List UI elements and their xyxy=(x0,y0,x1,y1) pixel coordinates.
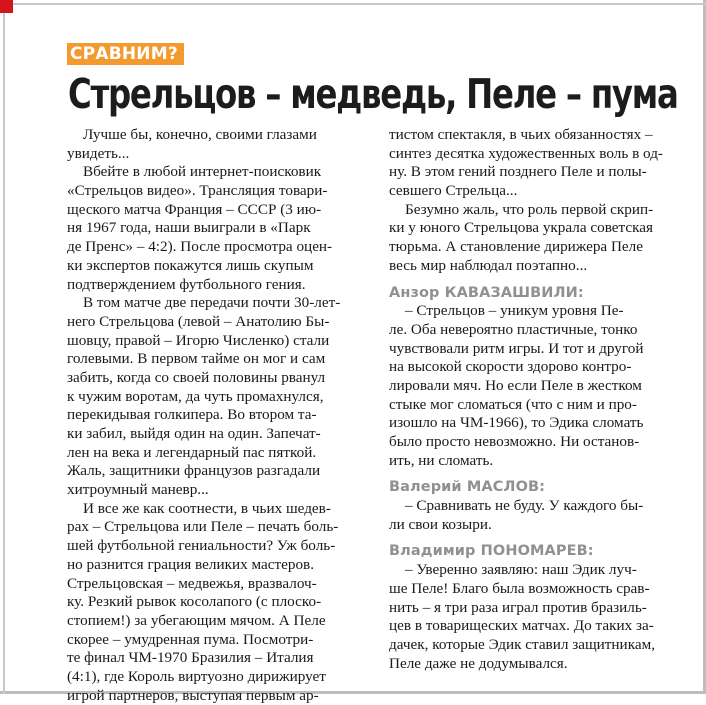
text-line: подтверждением футбольного гения. xyxy=(67,275,306,293)
text-line: рах – Стрельцова или Пеле – печать боль- xyxy=(67,518,339,536)
text-line: ле. Оба невероятно пластичные, тонко xyxy=(389,320,638,338)
text-line: ну. В этом гений позднего Пеле и полы- xyxy=(389,163,647,181)
text-line: забить, когда со своей половины рванул xyxy=(67,368,326,386)
text-line: хитроумный маневр... xyxy=(67,481,209,499)
text-line: ли свои козыри. xyxy=(389,515,492,533)
text-line: увидеть... xyxy=(67,144,130,162)
text-line: ку. Резкий рывок косолапого (с плоско- xyxy=(67,593,322,611)
text-line: Стрельцовская – медвежья, вразвалоч- xyxy=(67,574,317,592)
text-line: Жаль, защитники французов разгадали xyxy=(67,462,321,480)
text-line: лировали мяч. Но если Пеле в жестком xyxy=(389,376,642,394)
text-line: стыке мог сломаться (что с ним и про- xyxy=(389,395,637,413)
text-line: тюрьма. А становление дирижера Пеле xyxy=(389,238,643,256)
rubric-label: СРАВНИМ? xyxy=(67,43,184,65)
text-line: тистом спектакля, в чьих обязанностях – xyxy=(389,126,653,143)
text-line: шей футбольной гениальности? Уж боль- xyxy=(67,537,336,555)
text-line: стопием!) за убегающим мячом. А Пеле xyxy=(67,611,326,629)
text-line: ня 1967 года, наши выиграли в «Парк xyxy=(67,219,311,237)
text-line: ки забил, выйдя один на один. Запечат- xyxy=(67,425,321,442)
text-line: (4:1), где Король виртуозно дирижирует xyxy=(67,667,326,685)
text-line: игрой партнеров, выступая первым ар- xyxy=(67,686,319,704)
text-line: синтез десятка художественных воль в од- xyxy=(389,144,663,162)
text-line: ше Пеле! Благо была возможность срав- xyxy=(389,579,650,597)
right-text-column xyxy=(389,126,694,673)
text-line: шовцу, правой – Игорю Численко) стали xyxy=(67,331,330,349)
text-line: чувствовали ритм игры. И тот и другой xyxy=(389,339,644,357)
text-line: Пеле даже не додумывался. xyxy=(389,654,568,672)
left-text-column xyxy=(67,126,367,705)
text-line: к чужим воротам, да чуть промахнулся, xyxy=(67,387,324,405)
text-line: скорее – умудренная пума. Посмотри- xyxy=(67,630,314,648)
text-line: – Стрельцов – уникум уровня Пе- xyxy=(405,302,624,320)
text-line: В том матче две передачи почти 30-лет- xyxy=(83,294,341,312)
text-line: – Уверенно заявляю: наш Эдик луч- xyxy=(405,561,637,579)
quote-speaker: Владимир ПОНОМАРЕВ: xyxy=(389,543,594,560)
text-line: было просто невозможно. Ни останов- xyxy=(389,433,640,450)
text-line: дачек, которые Эдик ставил защитникам, xyxy=(389,635,655,653)
text-line: перекидывая голкипера. Во втором та- xyxy=(67,406,317,424)
text-line: те финал ЧМ-1970 Бразилия – Италия xyxy=(67,649,314,667)
text-line: лен на века и легендарный пас пяткой. xyxy=(67,443,317,461)
text-line: щеского матча Франция – СССР (3 ию- xyxy=(67,200,322,218)
text-line: на высокой скорости здорово контро- xyxy=(389,358,632,376)
quote-speaker: Анзор КАВАЗАШВИЛИ: xyxy=(389,284,584,301)
text-line: ить, ни сломать. xyxy=(389,451,494,469)
text-line: ки экспертов покажутся лишь скупым xyxy=(67,256,314,274)
frame-left-rule xyxy=(3,13,5,694)
quote-speaker: Валерий МАСЛОВ: xyxy=(389,479,546,496)
text-line: голевыми. В первом тайме он мог и сам xyxy=(67,350,326,368)
text-line: де Пренс» – 4:2). После просмотра оцен- xyxy=(67,238,333,256)
frame-top-rule xyxy=(13,3,706,5)
text-line: Вбейте в любой интернет-поисковик xyxy=(83,163,322,181)
text-line: но разнится грация великих мастеров. xyxy=(67,555,315,573)
text-line: Лучше бы, конечно, своими глазами xyxy=(83,126,317,143)
text-line: Безумно жаль, что роль первой скрип- xyxy=(405,200,654,218)
text-line: «Стрельцов видео». Трансляция товари- xyxy=(67,182,328,200)
text-line: него Стрельцова (левой – Анатолию Бы- xyxy=(67,312,330,330)
red-corner-marker xyxy=(0,0,13,13)
text-line: – Сравнивать не буду. У каждого бы- xyxy=(405,497,644,515)
text-line: изошло на ЧМ-1966), то Эдика сломать xyxy=(389,414,644,432)
text-line: севшего Стрельца... xyxy=(389,182,518,200)
headline: Стрельцов – медведь, Пеле – пума xyxy=(68,70,678,118)
text-line: ки у юного Стрельцова украла советская xyxy=(389,219,653,237)
text-line: И все же как соотнести, в чьих шедев- xyxy=(83,499,331,517)
text-line: нить – я три раза играл против бразиль- xyxy=(389,598,647,616)
text-line: весь мир наблюдал поэтапно... xyxy=(389,256,588,274)
text-line: цев в товарищеских матчах. До таких за- xyxy=(389,617,654,635)
